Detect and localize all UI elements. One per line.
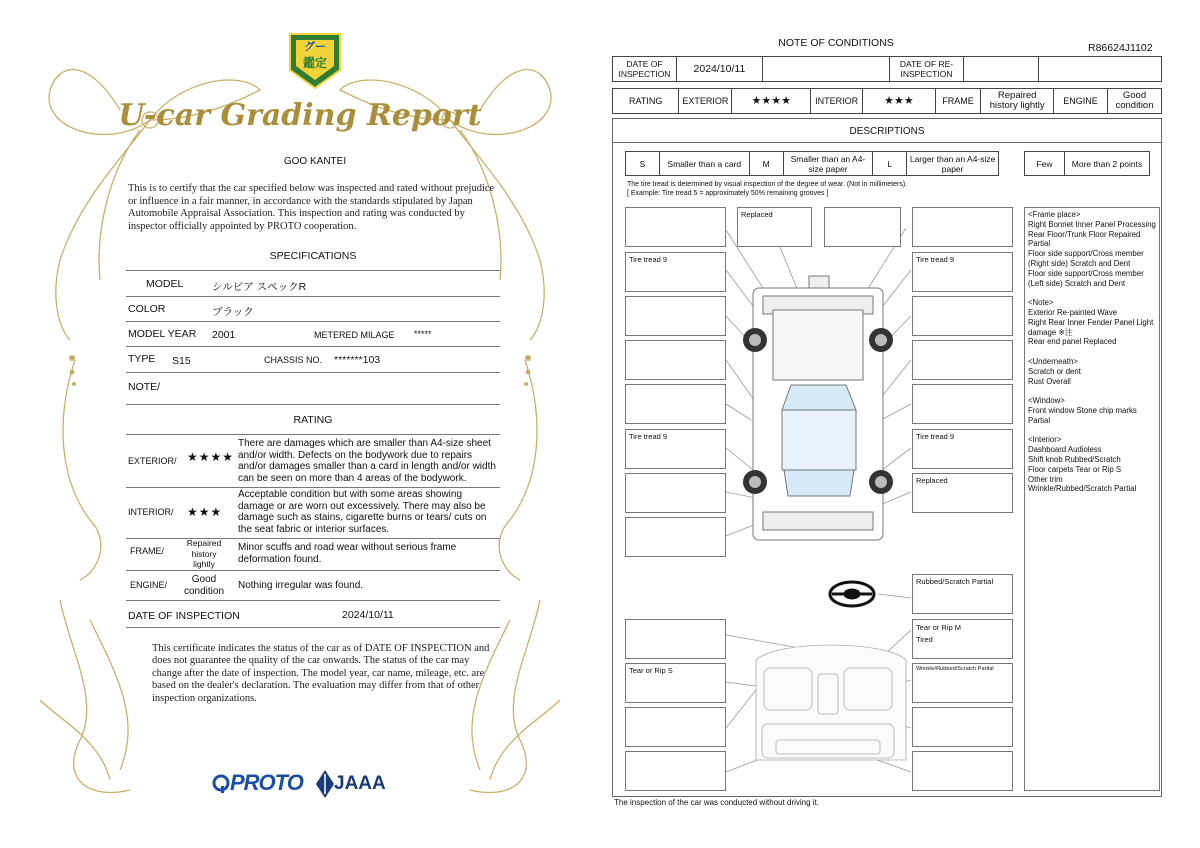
rating-heading: RATING [293,414,333,426]
legend-l-desc: Larger than an A4-size paper [907,152,999,176]
condition-box-front-seat: Tear or Rip M Tired [912,619,1013,659]
specifications-heading: SPECIFICATIONS [269,250,357,262]
descriptions-heading: DESCRIPTIONS [849,126,925,137]
inspection-disclaimer: The inspection of the car was conducted without driving it. [614,798,819,807]
date-of-reinspection-label: DATE OF RE-INSPECTION [889,57,964,82]
type-label: TYPE [128,353,156,365]
interior-label: INTERIOR/ [128,507,174,517]
model-value: シルビア スペックR [212,281,307,293]
condition-box [625,207,726,247]
condition-box-rear-replaced: Replaced [912,473,1013,513]
divider [126,600,500,601]
condition-box [912,707,1013,747]
metered-milage-label: METERED MILAGE [314,330,395,340]
condition-box [625,473,726,513]
report-title: U-car Grading Report [118,98,482,133]
date-of-inspection-label: DATE OF INSPECTION [613,57,677,82]
metered-milage-value: ***** [414,329,432,339]
chassis-value: *******103 [334,354,381,366]
interior-description: Acceptable condition but with some areas showing damage or are worn out excessively. There may also be damage such as stains, cigarette burns or tears/ cuts on the seat fabric or interior surfaces. [238,489,487,535]
condition-box-steering: Rubbed/Scratch Partial [912,574,1013,614]
exterior-label: EXTERIOR [679,89,732,114]
condition-box-seat-left: Tear or Rip S [625,663,726,703]
type-value: S15 [172,355,191,367]
jaaa-logo-icon [316,770,334,798]
condition-box-trim: Wrinkle/Rubbed/Scratch Partial [912,663,1013,703]
divider [126,372,500,373]
exterior-label: EXTERIOR/ [128,456,177,466]
condition-box [625,751,726,791]
certificate-footer-text: This certificate indicates the status of the car as of DATE OF INSPECTION and does not guarantee the quality of the car onwards. The status of the car may change after the date of inspection. The model year, car name, mileage, etc. are based on the dealer's declaration. The evaluation may differ from that of other inspection organizations. [152,643,490,704]
divider [126,346,500,347]
condition-box [625,707,726,747]
condition-box [912,340,1013,380]
condition-box [912,296,1013,336]
divider [126,404,500,405]
date-of-inspection-value: 2024/10/11 [342,609,394,621]
steering-wheel-icon [830,582,874,606]
legend-l: L [873,152,907,176]
condition-box [912,207,1013,247]
frame-label: FRAME [935,89,981,114]
condition-box-tire-front-right: Tire tread 9 [912,252,1013,292]
engine-value: Good condition [1107,89,1161,114]
condition-box [625,340,726,380]
divider [126,296,500,297]
model-label: MODEL [146,278,184,290]
condition-box-replaced: Replaced [737,207,812,247]
badge-bottom-text: 鑑定 [302,56,327,70]
divider [126,321,500,322]
color-value: ブラック [212,306,254,318]
frame-value: Repaired history lightly [186,538,222,569]
condition-box [625,517,726,557]
divider [126,627,500,628]
divider [126,270,500,271]
condition-box-tire-front-left: Tire tread 9 [625,252,726,292]
model-year-value: 2001 [212,329,236,341]
frame-label: FRAME/ [130,546,165,556]
engine-label: ENGINE/ [130,580,168,590]
condition-notes-panel [1024,207,1160,791]
legend-s: S [626,152,660,176]
jaaa-logo-text: JAAA [334,773,386,794]
legend-m: M [749,152,783,176]
proto-logo-icon [212,774,230,794]
certification-text: This is to certify that the car specified below was inspected and rated without prejudice or influence in a fair manner, in accordance with the standards stipulated by Japan Automobile Appraisal Association. This inspection and rating was conducted by inspector officially appointed by PROTO cooperation. [128,183,495,232]
divider [126,434,500,435]
report-subtitle: GOO KANTEI [283,156,347,167]
condition-box-tire-rear-right: Tire tread 9 [912,429,1013,469]
divider [126,487,500,488]
legend-few-desc: More than 2 points [1065,152,1150,176]
note-of-conditions-title: NOTE OF CONDITIONS [778,37,894,49]
condition-box [625,296,726,336]
frame-description: Minor scuffs and road wear without serious frame deformation found. [238,542,457,565]
note-label: NOTE/ [128,381,161,393]
condition-box [824,207,901,247]
model-year-label: MODEL YEAR [128,328,197,340]
engine-value: Good condition [183,574,225,597]
condition-box-tire-rear-left: Tire tread 9 [625,429,726,469]
badge-top-text: グー [304,41,326,53]
divider [126,570,500,571]
condition-box [625,619,726,659]
condition-box [912,384,1013,424]
condition-box [912,751,1013,791]
interior-label: INTERIOR [811,89,863,114]
color-label: COLOR [128,303,166,315]
exterior-stars: ★★★★ [187,450,235,464]
reference-number: R86624J1102 [1088,42,1153,54]
interior-stars: ★★★ [863,89,936,114]
tire-tread-note-line-2: [ Example: Tire tread 5 = approximately 50% remaining grooves ] [627,190,829,197]
tire-tread-note-line-1: The tire tread is determined by visual inspection of the degree of wear. (Not in millimeters). [627,181,908,188]
exterior-description: There are damages which are smaller than A4-size sheet and/or width. Defects on the bodywork due to repairs and/or damages smaller than a card in length and/or width can be seen on more than 4 areas of the bodywork. [238,438,496,484]
exterior-stars: ★★★★ [732,89,811,114]
note-of-conditions-page [606,0,1200,848]
date-of-inspection-label: DATE OF INSPECTION [128,610,240,622]
rating-label: RATING [613,89,679,114]
condition-notes-text: <Frame place> Right Bonnet Inner Panel Processing Rear Floor/Trunk Floor Repaired Partial Floor side support/Cross member (Right side) Scratch and Dent Floor side support/Cross member (Left side) Scratch and Dent <Note> Exterior Re-painted Wave Right Rear Inner Fender Panel Light damage ※注 Rear end panel Replaced <Underneath> Scratch or dent Rust Overall <Window> Front window Stone chip marks Partial <Interior> Dashboard Audioless Shift knob Rubbed/Scratch Floor carpets Tear or Rip S Other trim Wrinkle/Rubbed/Scratch Partial [1028,210,1156,494]
engine-label: ENGINE [1054,89,1108,114]
engine-description: Nothing irregular was found. [238,580,364,591]
proto-logo-text: PROTO [230,770,303,795]
frame-value: Repaired history lightly [981,89,1054,114]
legend-s-desc: Smaller than a card [659,152,749,176]
interior-stars: ★★★ [187,505,223,519]
logos [212,768,412,800]
date-of-inspection-value: 2024/10/11 [676,57,762,82]
legend-m-desc: Smaller than an A4-size paper [783,152,873,176]
chassis-label: CHASSIS NO. [264,355,323,365]
condition-box [625,384,726,424]
legend-few: Few [1025,152,1065,176]
